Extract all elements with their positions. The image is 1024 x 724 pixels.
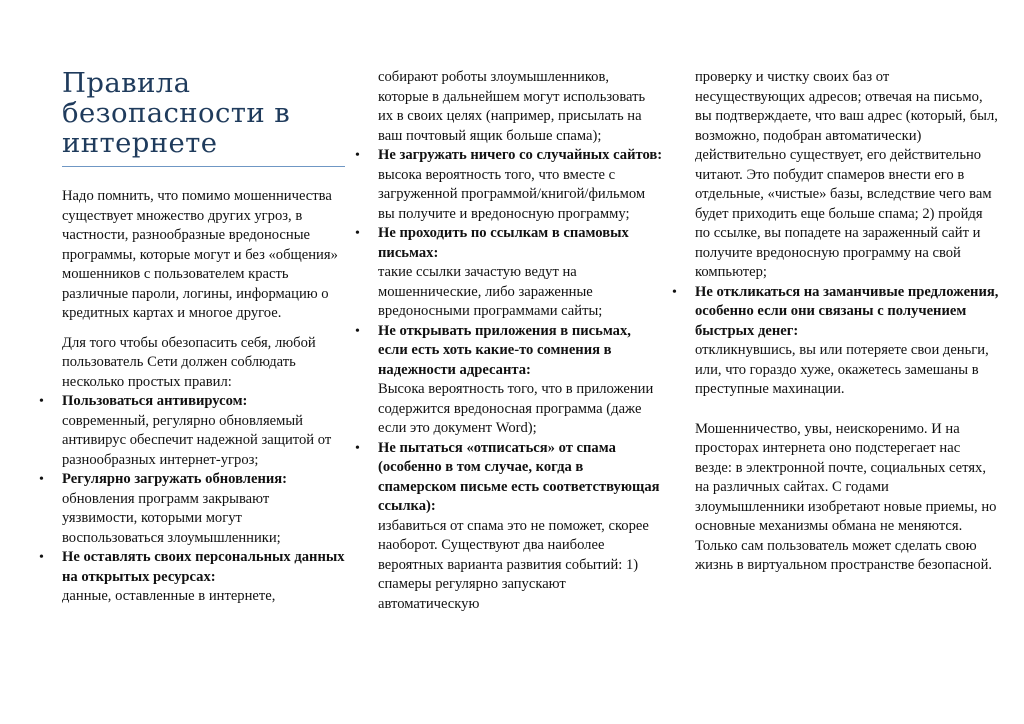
bullet-icon: • [39,394,44,409]
intro-paragraph-2: Для того чтобы обезопасить себя, любой пользователь Сети должен соблюдать несколько простых правил: [62,334,316,390]
rule-description: высока вероятность того, что вместе с загруженной программой/книгой/фильмом вы получите и вредоносную программу; [378,166,646,222]
bullet-icon: • [39,472,44,487]
column-2 [355,68,663,614]
rule-title: Не оставлять своих персональных данных на открытых ресурсах: [62,549,345,585]
rule-title: Не проходить по ссылкам в спамовых письмах: [378,225,629,261]
intro-paragraph-1: Надо помнить, что помимо мошенничества существует множество других угроз, в частности, разнообразные вредоносные программы, которые могут и без «общения» мошенников с пользователем красть различные пароли, логины, информацию о кредитных картах и многое другое. [62,188,338,321]
rule-item [355,224,663,322]
closing-paragraph: Мошенничество, увы, неискоренимо. И на просторах интернета оно подстерегает нас везде: в электронной почте, социальных сетях, на различных сайтах. С годами злоумышленники изобретают новые приемы, но основные механизмы обмана не меняются. Только сам пользователь может сделать свою жизнь в виртуальном пространстве безопасной. [695,420,997,573]
rule-item [355,146,663,224]
rule-title: Не пытаться «отписаться» от спама (особенно в том случае, когда в спамерском письме есть соответствующая ссылка): [378,439,660,514]
rule-item [355,439,663,615]
rule-description: данные, оставленные в интернете, [62,588,276,604]
bullet-icon: • [355,148,360,163]
bullet-icon: • [355,226,360,241]
rule-description-continued: собирают роботы злоумышленников, которые в дальнейшем могут использовать их в своих целях (например, присылать на ваш почтовый ящик больше спама); [378,69,646,144]
rule-title: Не откликаться на заманчивые предложения, особенно если они связаны с получением быстрых денег: [695,283,999,339]
bullet-icon: • [355,323,360,339]
rule-item [39,548,347,607]
rule-item [672,283,1000,400]
rule-title: Пользоваться антивирусом: [62,393,248,409]
rules-list-part-3 [672,283,1000,400]
rule-description: откликнувшись, вы или потеряете свои деньги, или, что гораздо хуже, окажетесь замешаны в преступные махинации. [695,342,989,397]
rule-item [39,392,347,470]
rule-description: такие ссылки зачастую ведут на мошеннические, либо зараженные вредоносными программами сайты; [378,264,603,319]
rule-description-continued: проверку и чистку своих баз от несуществующих адресов; отвечая на письмо, вы подтверждаете, что ваш адрес (который, был, возможно, подобран автоматически) действительно существует, его действительно читают. Это побудит спамеров внести его в отдельные, «чистые» базы, вследствие чего вам будет приходить еще больше спама; 2) пройдя по ссылке, вы попадете на зараженный сайт и получите вредоносную программу на свой компьютер; [695,69,998,280]
rules-list-part-2 [355,146,663,614]
rule-item [355,322,663,439]
rule-description: современный, регулярно обновляемый антивирус обеспечит надежной защитой от разнообразных интернет-угроз; [62,412,332,468]
rules-list-part-1 [39,392,347,607]
rule-description: избавиться от спама это не поможет, скорее наоборот. Существуют два наиболее вероятных варианта развития событий: 1) спамеры регулярно запускают автоматическую [378,517,649,612]
bullet-icon: • [355,440,360,456]
bullet-icon: • [39,550,44,565]
column-1 [39,67,347,607]
bullet-icon: • [672,284,677,300]
rule-item [39,470,347,548]
page-title: Правила безопасности в интернете [62,68,345,167]
rule-title: Не загружать ничего со случайных сайтов: [378,147,663,163]
rule-description: обновления программ закрывают уязвимости, которыми могут воспользоваться злоумышленники; [62,490,281,546]
rule-title: Не открывать приложения в письмах, если есть хоть какие-то сомнения в надежности адресанта: [378,322,631,378]
column-3 [672,68,1000,576]
rule-description: Высока вероятность того, что в приложении содержится вредоносная программа (даже если это документ Word); [378,381,654,436]
rule-title: Регулярно загружать обновления: [62,471,288,487]
